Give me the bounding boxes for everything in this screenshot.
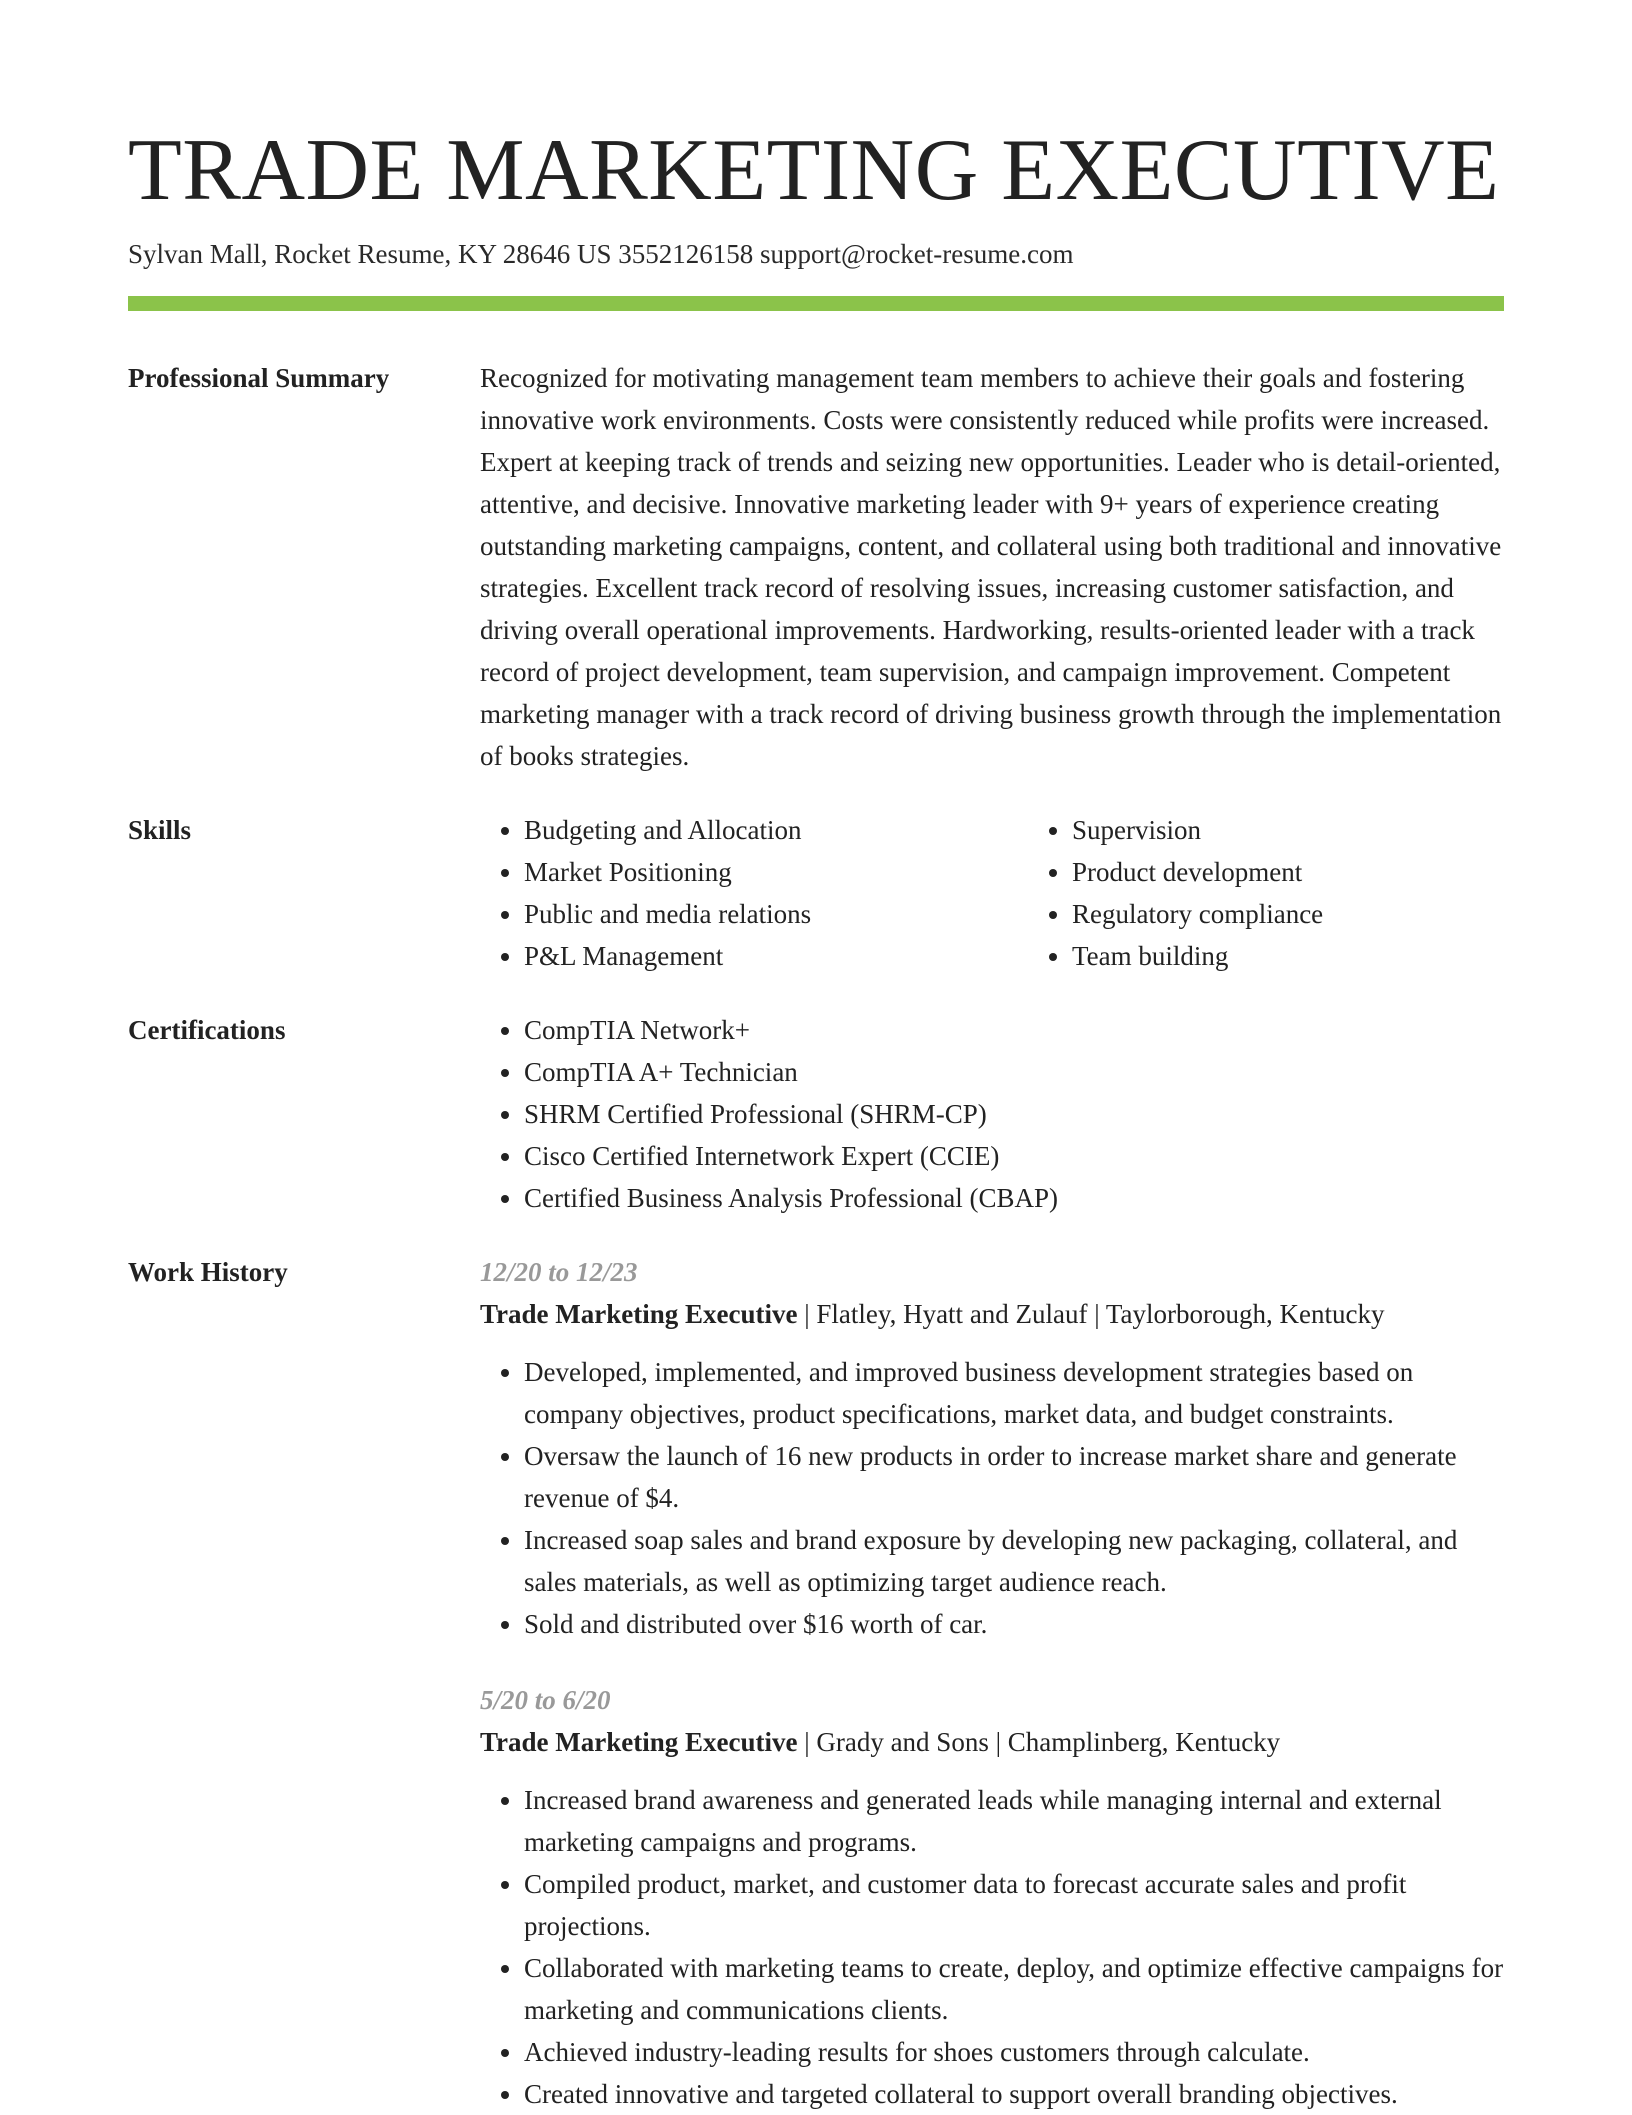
- job-bullet: • Increased brand awareness and generated leads while managing internal and external marketing campaigns and programs.: [524, 1779, 1504, 1863]
- section-label: Work History: [128, 1257, 288, 1287]
- certification-item: • Cisco Certified Internetwork Expert (CCIE): [524, 1135, 1504, 1177]
- job-bullet: • Achieved industry-leading results for shoes customers through calculate.: [524, 2031, 1504, 2073]
- certifications-list: [480, 1009, 1504, 1219]
- job-bullets: [480, 1779, 1504, 2115]
- job-entry: [480, 1251, 1504, 1645]
- certification-item: • Certified Business Analysis Professional (CBAP): [524, 1177, 1504, 1219]
- job-bullets: [480, 1351, 1504, 1645]
- skill-item: • Supervision: [1072, 809, 1576, 851]
- certifications-body: [480, 1009, 1504, 1219]
- work-history-body: [480, 1251, 1504, 2115]
- section-work-history: [128, 1251, 1504, 2115]
- skills-column-1: [480, 809, 1028, 977]
- job-entry: [480, 1679, 1504, 2115]
- certification-item: • CompTIA Network+: [524, 1009, 1504, 1051]
- skills-column-2: [1028, 809, 1576, 977]
- skills-grid: [480, 809, 1576, 977]
- section-label: Professional Summary: [128, 363, 390, 393]
- accent-divider: [128, 296, 1504, 311]
- job-heading: [480, 1721, 1504, 1763]
- section-skills: [128, 809, 1504, 977]
- contact-line: Sylvan Mall, Rocket Resume, KY 28646 US 3552126158 support@rocket-resume.com: [128, 239, 1074, 269]
- job-employer-location: | Grady and Sons | Champlinberg, Kentucky: [797, 1727, 1281, 1757]
- summary-text: Recognized for motivating management team members to achieve their goals and fostering innovative work environments. Costs were consistently reduced while profits were increased. Expert at keeping track of trends and seizing new opportunities. Leader who is detail-oriented, attentive, and decisive. Innovative marketing leader with 9+ years of experience creating outstanding marketing campaigns, content, and collateral using both traditional and innovative strategies. Excellent track record of resolving issues, increasing customer satisfaction, and driving overall operational improvements. Hardworking, results-oriented leader with a track record of project development, team supervision, and campaign improvement. Competent marketing manager with a track record of driving business growth through the implementation of books strategies.: [480, 363, 1502, 771]
- skill-item: • Product development: [1072, 851, 1576, 893]
- job-bullet: • Created innovative and targeted collateral to support overall branding objectives.: [524, 2073, 1504, 2115]
- skill-item: • Public and media relations: [524, 893, 1028, 935]
- job-heading: [480, 1293, 1504, 1335]
- job-bullet: • Oversaw the launch of 16 new products in order to increase market share and generate revenue of $4.: [524, 1435, 1504, 1519]
- job-title: Trade Marketing Executive: [480, 1727, 798, 1757]
- resume-page: [128, 0, 1504, 2115]
- certification-item: • CompTIA A+ Technician: [524, 1051, 1504, 1093]
- section-label: Certifications: [128, 1015, 286, 1045]
- job-title: Trade Marketing Executive: [480, 1299, 798, 1329]
- job-dates: 12/20 to 12/23: [480, 1257, 638, 1287]
- skill-item: • Budgeting and Allocation: [524, 809, 1028, 851]
- job-bullet: • Developed, implemented, and improved business development strategies based on company objectives, product specifications, market data, and budget constraints.: [524, 1351, 1504, 1435]
- section-professional-summary: [128, 357, 1504, 777]
- skill-item: • Team building: [1072, 935, 1576, 977]
- job-bullet: • Compiled product, market, and customer data to forecast accurate sales and profit projections.: [524, 1863, 1504, 1947]
- skill-item: • Market Positioning: [524, 851, 1028, 893]
- skill-item: • P&L Management: [524, 935, 1028, 977]
- resume-title: TRADE MARKETING EXECUTIVE: [128, 122, 1500, 219]
- section-label: Skills: [128, 815, 192, 845]
- job-dates: 5/20 to 6/20: [480, 1685, 611, 1715]
- skill-item: • Regulatory compliance: [1072, 893, 1576, 935]
- job-bullet: • Collaborated with marketing teams to create, deploy, and optimize effective campaigns for marketing and communications clients.: [524, 1947, 1504, 2031]
- job-bullet: • Increased soap sales and brand exposure by developing new packaging, collateral, and sales materials, as well as optimizing target audience reach.: [524, 1519, 1504, 1603]
- section-certifications: [128, 1009, 1504, 1219]
- job-employer-location: | Flatley, Hyatt and Zulauf | Taylorborough, Kentucky: [797, 1299, 1385, 1329]
- certification-item: • SHRM Certified Professional (SHRM-CP): [524, 1093, 1504, 1135]
- job-bullet: • Sold and distributed over $16 worth of car.: [524, 1603, 1504, 1645]
